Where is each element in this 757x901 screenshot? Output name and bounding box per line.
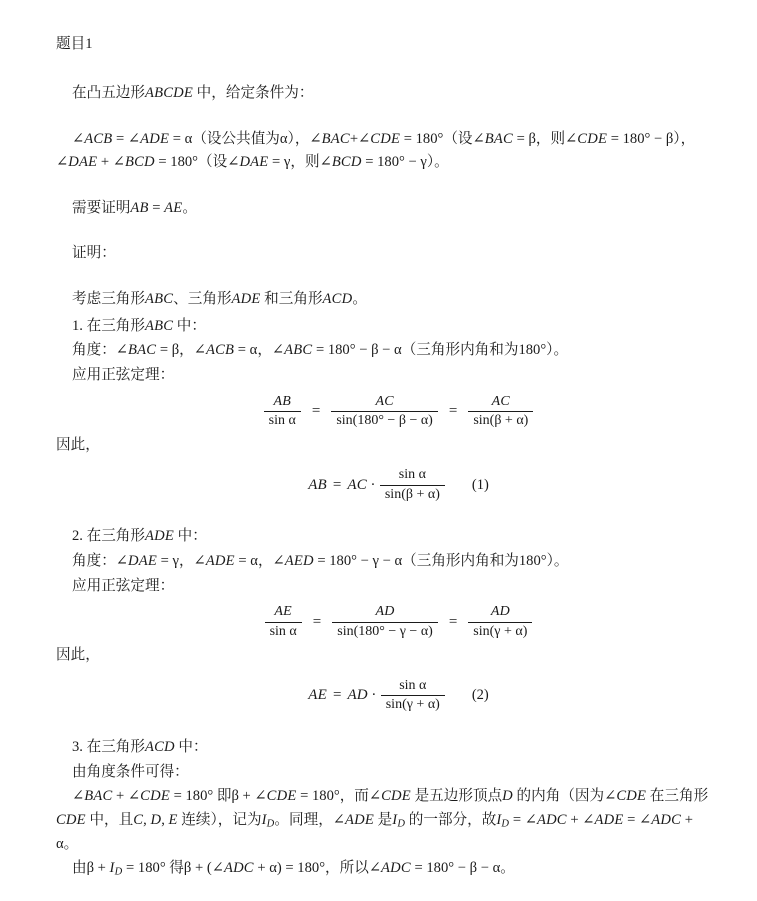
- step-2-angles: 角度：∠DAE = γ，∠ADE = α，∠AED = 180° − γ − α（三角形内角和为180°）。: [72, 553, 569, 569]
- denominator: sin(180° − γ − α): [332, 622, 438, 641]
- fraction-sin-alpha-over-sin-gamma-plus-alpha: [381, 678, 445, 714]
- step-3-body-2: 由$\beta + I_D = 180^\circ$ 得β + (∠ADC + α) = 180°，所以∠ADC = 180° − β − α。: [72, 860, 515, 879]
- equals-sign: =: [448, 613, 458, 630]
- fraction-ad-over-sin-gamma-plus-alpha: [468, 604, 532, 640]
- numerator: AC: [491, 393, 510, 409]
- denominator: sin(β + α): [468, 411, 533, 430]
- intro-paragraph: 在凸五边形ABCDE 中，给定条件为：: [72, 84, 314, 101]
- step-1-law-label: 应用正弦定理：: [72, 367, 175, 384]
- denominator: sin(β + α): [380, 485, 445, 504]
- denominator: sin(γ + α): [381, 695, 445, 714]
- step-3-angles: 由角度条件可得：: [72, 763, 189, 780]
- document-content: [56, 34, 711, 881]
- step-2-law-label: 应用正弦定理：: [72, 577, 175, 594]
- equation-2-factor: AD ·: [347, 687, 376, 704]
- equation-1-number: (1): [471, 476, 489, 493]
- step-2-therefore: 因此，: [56, 647, 100, 664]
- step-3-body-1: ∠BAC + ∠CDE = 180° 即β + ∠CDE = 180°，而∠CDE 是五边形顶点D 的内角（因为∠CDE 在三角形CDE 中，且C, D, E 连续），记为$I_D$。同理，∠ADE 是$I_D$ 的一部分，故$I_D$ = ∠ADC + ∠ADE = ∠ADC + α。: [56, 788, 709, 852]
- fraction-ab-over-sin-alpha: [264, 394, 301, 430]
- step-1-angles: 角度：∠BAC = β，∠ACB = α，∠ABC = 180° − β − α（三角形内角和为180°）。: [72, 342, 569, 359]
- fraction-ac-over-sin-180-beta-alpha: [331, 394, 438, 430]
- numerator: AD: [375, 604, 395, 620]
- equation-2: [56, 678, 711, 714]
- numerator: AE: [274, 604, 292, 620]
- numerator: AD: [490, 604, 510, 620]
- equals-sign: =: [332, 687, 342, 704]
- conditions-paragraph: ∠ACB = ∠ADE = α（设公共值为α），∠BAC+∠CDE = 180°（设∠BAC = β，则∠CDE = 180° − β），∠DAE + ∠BCD = 180°（设∠DAE = γ，则∠BCD = 180° − γ）。: [56, 130, 696, 171]
- equation-1: [56, 467, 711, 503]
- equation-law-of-sines-2: [56, 604, 711, 640]
- equation-1-lhs: AB: [308, 476, 327, 493]
- denominator: sin(γ + α): [468, 622, 532, 641]
- proof-label: 证明：: [72, 245, 116, 262]
- page-title: 题目1: [56, 36, 93, 52]
- step-3-heading: 3. 在三角形ACD 中：: [72, 738, 208, 755]
- equation-2-lhs: AE: [308, 687, 327, 704]
- equation-2-number: (2): [471, 687, 489, 704]
- numerator: AC: [375, 393, 394, 409]
- fraction-ad-over-sin-180-gamma-alpha: [332, 604, 438, 640]
- goal-paragraph: 需要证明AB = AE。: [72, 199, 197, 216]
- step-1-therefore: 因此，: [56, 436, 100, 453]
- numerator: sin α: [399, 677, 427, 693]
- equals-sign: =: [332, 476, 342, 493]
- equation-1-factor: AC ·: [347, 476, 375, 493]
- equals-sign: =: [311, 403, 321, 420]
- denominator: sin α: [265, 622, 302, 641]
- equals-sign: =: [312, 613, 322, 630]
- step-1-heading: 1. 在三角形ABC 中：: [72, 317, 206, 334]
- numerator: sin α: [398, 467, 426, 483]
- equation-law-of-sines-1: [56, 394, 711, 430]
- numerator: AB: [273, 393, 292, 409]
- fraction-ae-over-sin-alpha: [265, 604, 302, 640]
- fraction-ac-over-sin-beta-plus-alpha: [468, 394, 533, 430]
- equals-sign: =: [448, 403, 458, 420]
- denominator: sin α: [264, 411, 301, 430]
- fraction-sin-alpha-over-sin-beta-plus-alpha: [380, 467, 445, 503]
- step-2-heading: 2. 在三角形ADE 中：: [72, 528, 207, 545]
- consider-paragraph: 考虑三角形ABC、三角形ADE 和三角形ACD。: [72, 291, 367, 308]
- denominator: sin(180° − β − α): [331, 411, 438, 430]
